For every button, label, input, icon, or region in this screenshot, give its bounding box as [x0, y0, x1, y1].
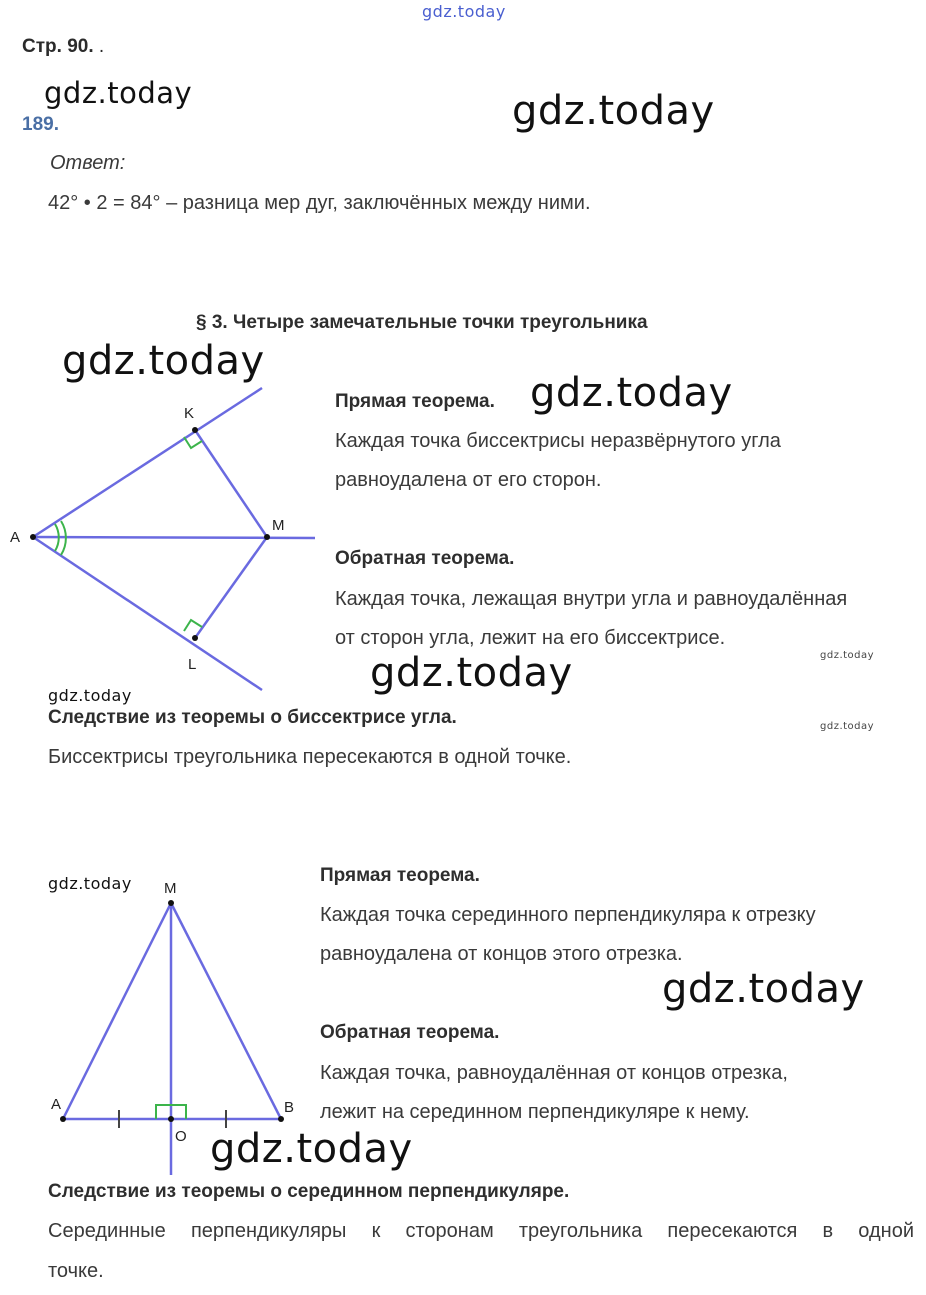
point-b	[278, 1116, 284, 1122]
label-k: K	[184, 405, 195, 422]
answer-text: 42° • 2 = 84° – разница мер дуг, заключённых между ними.	[48, 192, 591, 214]
bisector-corollary-text: Биссектрисы треугольника пересекаются в одной точке.	[48, 746, 572, 768]
bisector-direct-line2: равноудалена от его сторон.	[335, 469, 602, 491]
watermark: gdz.today	[820, 721, 875, 732]
label-m: M	[272, 517, 285, 534]
perp-corollary-line1: Серединные перпендикуляры к сторонам треугольника пересекаются в одной	[48, 1220, 914, 1242]
label-b: B	[284, 1099, 295, 1116]
bisector-direct-title: Прямая теорема.	[335, 391, 495, 412]
watermark: gdz.today	[820, 650, 875, 661]
perp-corollary-line2: точке.	[48, 1260, 104, 1282]
watermark: gdz.today	[48, 686, 132, 705]
section-title: § 3. Четыре замечательные точки треугольника	[196, 312, 648, 333]
perp-direct-title: Прямая теорема.	[320, 865, 480, 886]
label-o: O	[175, 1128, 187, 1145]
watermark: gdz.today	[62, 338, 265, 384]
point-m2	[168, 900, 174, 906]
answer-label: Ответ:	[50, 152, 126, 174]
point-a2	[60, 1116, 66, 1122]
perp-converse-line2: лежит на серединном перпендикуляре к нему.	[320, 1101, 750, 1123]
label-a: A	[10, 529, 21, 546]
perp-direct-line2: равноудалена от концов этого отрезка.	[320, 943, 683, 965]
bisector-direct-line1: Каждая точка биссектрисы неразвёрнутого угла	[335, 430, 781, 452]
bisector-converse-line2: от сторон угла, лежит на его биссектрисе.	[335, 627, 726, 649]
perp-direct-line1: Каждая точка серединного перпендикуляра к отрезку	[320, 904, 816, 926]
watermark: gdz.today	[44, 76, 193, 110]
watermark-top: gdz.today	[422, 2, 506, 21]
page-ref-text: Стр. 90.	[22, 36, 94, 57]
perp-corollary-title: Следствие из теоремы о серединном перпендикуляре.	[48, 1181, 570, 1202]
page-ref-dots: .	[93, 36, 105, 57]
watermark: gdz.today	[370, 650, 573, 696]
task-number: 189.	[22, 114, 59, 135]
segment-bm	[171, 903, 281, 1119]
bisector-converse-title: Обратная теорема.	[335, 548, 515, 569]
watermark: gdz.today	[210, 1126, 413, 1172]
label-a2: A	[51, 1096, 62, 1113]
watermark: gdz.today	[662, 966, 865, 1012]
perp-converse-line1: Каждая точка, равноудалённая от концов отрезка,	[320, 1062, 788, 1084]
watermark: gdz.today	[530, 370, 733, 416]
perp-converse-title: Обратная теорема.	[320, 1022, 500, 1043]
segment-am	[63, 903, 171, 1119]
watermark: gdz.today	[512, 88, 715, 134]
bisector-corollary-title: Следствие из теоремы о биссектрисе угла.	[48, 707, 457, 728]
label-l: L	[188, 656, 197, 673]
watermark: gdz.today	[48, 874, 132, 893]
label-m2: M	[164, 880, 177, 897]
bisector-converse-line1: Каждая точка, лежащая внутри угла и равноудалённая	[335, 588, 848, 610]
point-o	[168, 1116, 174, 1122]
